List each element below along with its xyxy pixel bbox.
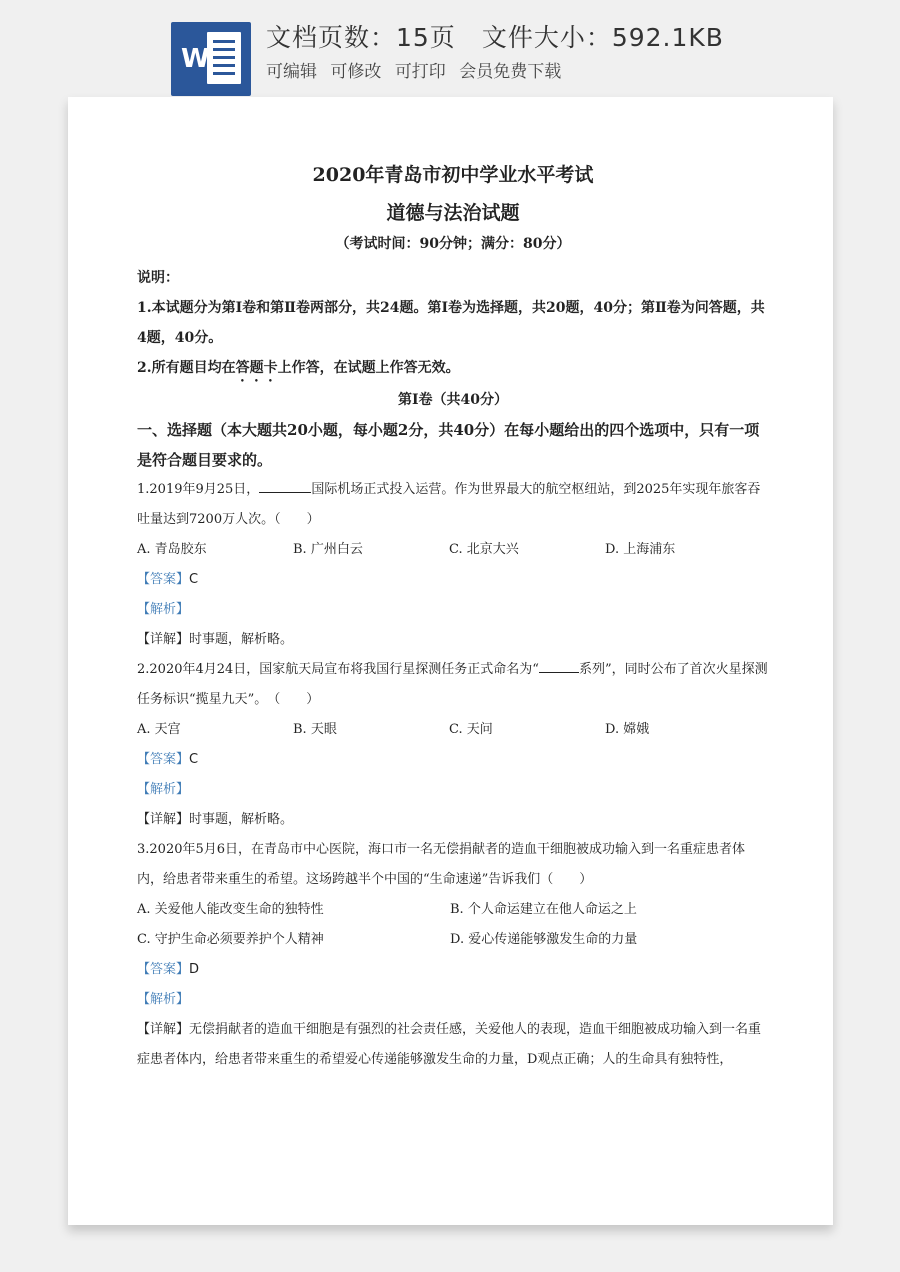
- question-3-analysis: 【解析】: [137, 992, 190, 1007]
- question-1-stem: 1.2019年9月25日， 国际机场正式投入运营。作为世界最大的航空枢纽站，到2025年实现年旅客吞吐量达到7200万人次。（ ）: [137, 475, 769, 535]
- note-1: 1.本试题分为第Ⅰ卷和第Ⅱ卷两部分，共24题。第Ⅰ卷为选择题，共20题，40分；第Ⅱ卷为问答题，共4题，40分。: [137, 300, 765, 346]
- option-a: A. 青岛胶东: [137, 542, 207, 557]
- feature-list: [266, 57, 569, 82]
- option-d: D. 上海浦东: [605, 542, 676, 557]
- question-2-stem: 2.2020年4月24日，国家航天局宣布将我国行星探测任务正式命名为“ 系列”，同时公布了首次火星探测任务标识“揽星九天”。 （ ）: [137, 655, 769, 715]
- question-1-analysis: 【解析】: [137, 602, 190, 617]
- option-a: A. 关爱他人能改变生命的独特性: [137, 902, 324, 917]
- note-2: 2.所有题目均在答题卡上作答，在试题上作答无效。: [137, 360, 460, 376]
- option-a: A. 天宫: [137, 722, 181, 737]
- question-3-detail: 【详解】无偿捐献者的造血干细胞是有强烈的社会责任感，关爱他人的表现，造血干细胞被成功输入到一名重症患者体内，给患者带来重生的希望爱心传递能够激发生命的力量，D观点正确；人的生命具有独特性，: [137, 1022, 762, 1067]
- feature-free-download: 会员免费下载: [459, 62, 562, 82]
- feature-editable: 可编辑: [266, 62, 317, 82]
- question-3-options-row1: [137, 895, 769, 925]
- question-3-answer: 【答案】D: [137, 962, 200, 977]
- option-c: C. 天问: [449, 722, 493, 737]
- option-c: C. 北京大兴: [449, 542, 519, 557]
- answer-blank: [539, 658, 579, 673]
- question-2-detail: 【详解】时事题，解析略。: [137, 812, 294, 827]
- download-banner: [0, 0, 900, 96]
- feature-printable: 可打印: [394, 62, 446, 82]
- option-b: B. 个人命运建立在他人命运之上: [450, 902, 637, 917]
- exam-info: （考试时间：90分钟；满分：80分）: [335, 236, 571, 252]
- question-1-options: [137, 535, 769, 565]
- notes-heading: 说明：: [137, 270, 179, 286]
- page-count: 文档页数：15页: [266, 23, 456, 52]
- question-2-options: [137, 715, 769, 745]
- question-2-analysis: 【解析】: [137, 782, 190, 797]
- option-d: D. 嫦娥: [605, 722, 650, 737]
- option-c: C. 守护生命必须要养护个人精神: [137, 932, 324, 947]
- question-2-answer: 【答案】C: [137, 752, 199, 767]
- question-1-detail: 【详解】时事题，解析略。: [137, 632, 294, 647]
- feature-modifiable: 可修改: [330, 62, 382, 82]
- option-b: B. 天眼: [293, 722, 337, 737]
- section-1-heading: 一、选择题（本大题共20小题，每小题2分，共40分）在每小题给出的四个选项中，只有一项是符合题目要求的。: [137, 421, 760, 469]
- file-size: 文件大小：592.1KB: [481, 23, 724, 52]
- doc-subject: 道德与法治试题: [386, 202, 520, 224]
- doc-title: 2020年青岛市初中学业水平考试: [312, 164, 594, 186]
- document-page: [68, 97, 833, 1225]
- file-meta: [266, 18, 724, 54]
- question-3-stem: 3.2020年5月6日，在青岛市中心医院，海口市一名无偿捐献者的造血干细胞被成功输入到一名重症患者体内，给患者带来重生的希望。这场跨越半个中国的“生命速递”告诉我们（ ）: [137, 842, 746, 887]
- emphasized-text: 答题卡: [235, 360, 278, 376]
- part1-heading: 第Ⅰ卷（共40分）: [397, 392, 509, 408]
- answer-blank: [259, 478, 311, 493]
- option-b: B. 广州白云: [293, 542, 363, 557]
- question-1-answer: 【答案】C: [137, 572, 199, 587]
- question-3-options-row2: [137, 925, 769, 955]
- option-d: D. 爱心传递能够激发生命的力量: [450, 932, 638, 947]
- word-document-icon: W: [171, 22, 251, 96]
